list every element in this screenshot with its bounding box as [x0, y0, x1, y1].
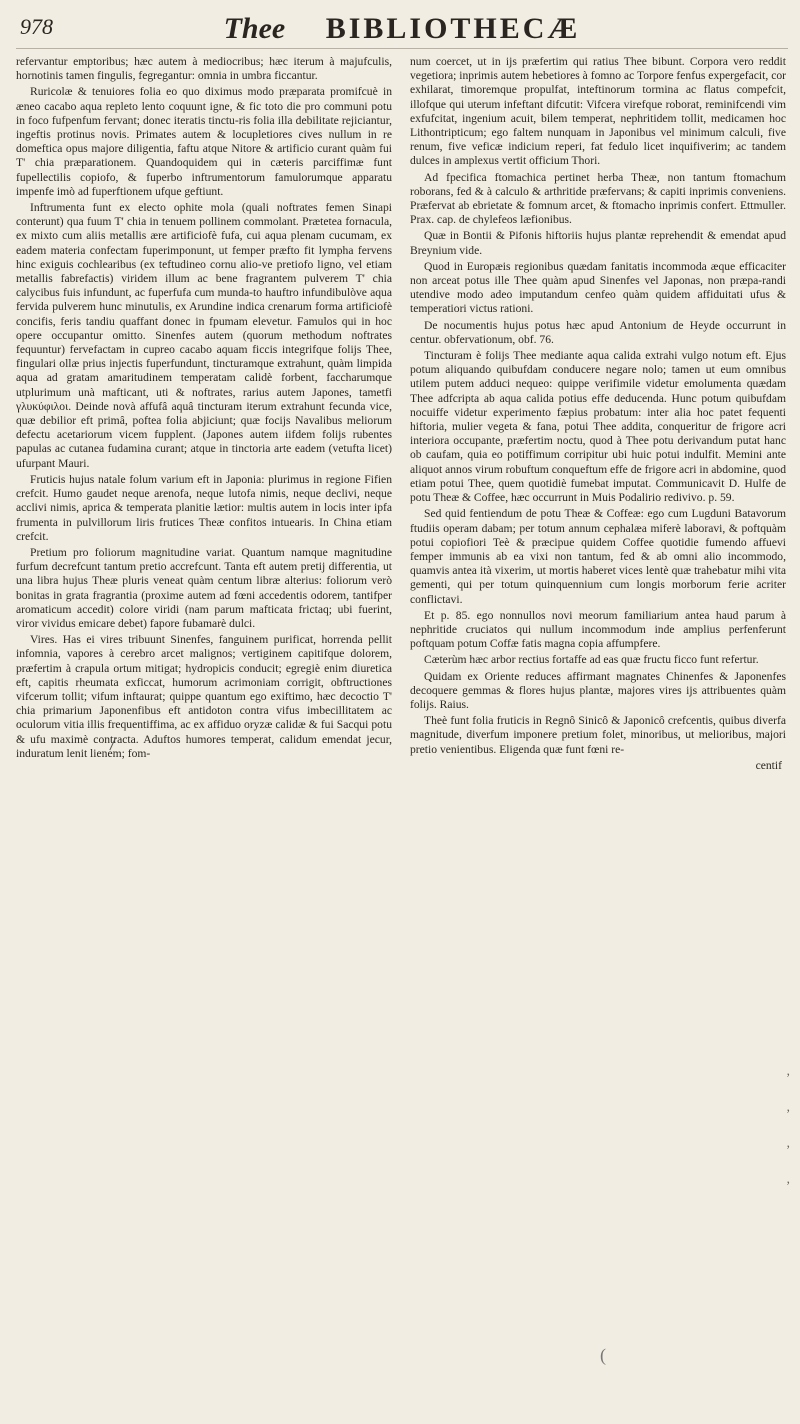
margin-mark-icon: ’ — [786, 1106, 791, 1121]
running-head-left: Thee — [223, 12, 286, 45]
page-header — [16, 8, 788, 49]
right-column — [410, 55, 786, 773]
paragraph: Ruricolæ & tenuiores folia eo quo diximus modo præparata promifcuè in æneo cacabo aqua repleto lento coquunt igne, & fic toto die pro communi potu in foco fufpenfum fervant; donec iteratis tinctu-ris folia illa debilitate rejiciantur, ingeftis protinus novis. Primates autem & locupletiores cives nullum in re domeftica opus majore diligentia, faftu atque Nitore & artificio curant quàm fui T' chia præparationem. Quandoquidem qui in cæteris parciffimæ funt fupellectilis copiofo, & fuperbo inftrumentorum famulorumque apparatu impenfe imò ad fuperftionem ufque geftiunt. — [16, 85, 392, 198]
paragraph: Tincturam è folijs Thee mediante aqua calida extrahi vulgo notum eft. Ejus potum aliquando quibufdam conducere negare nolo; tamen ut eum omnibus utilem putem adduci nequeo: quippe verifimile videtur emolumenta quædam Thee adfcripta ab aqua calida potius effe deducenda. Hunc potum quibufdam nocuiffe videtur experimento fæpius probatum: inter alia hoc patet fequenti hiftoria, mulier vegeta & fana, potui Thee addita, conqueritur de frigore acri interiora occupante, præfertim noctu, quod à Thee potu derivandum putat hanc ob caufam, quia eo potiffimum corripitur ubi huic potui indulfit. Memini ante aliquot annos virum robuftum conqueftum effe de frigore acri in abdomine, quod etiam potui Thee, quem quotidiè fumebat imputat. Communicavit D. Hulfe de potu Theæ & Coffee, hæc occurrunt in Muis Podalirio redivivo. p. 59. — [410, 349, 786, 505]
paragraph: Fruticis hujus natale folum varium eft in Japonia: plurimus in regione Fifien crefcit. Humo gaudet neque arenofa, neque lutofa nimis, neque declivi, neque acclivi nimis, aprica & temperata planitie lætior: multis autem in locis inter ipfa frumenta in pulvillorum liris frutices Theæ confitos intuearis. In China etiam crefcit. — [16, 472, 392, 543]
margin-mark-icon: ’ — [786, 1178, 791, 1193]
running-head-right: BIBLIOTHECÆ — [325, 12, 581, 45]
paragraph: Sed quid fentiendum de potu Theæ & Coffeæ: ego cum Lugduni Batavorum ftudiis operam dabam; per totum annum cephalæa miferè laboravi, & poftquàm potui copiofiori Teè & præcipue quidem Coffee quotidie fumendo affuevi femper immunis ab ea vixi non tantum, fed & ab omni alio incommodo, quamvis antea ità vixerim, ut mortis haberet vices lentè quæ trahebatur mihi vita gementi, qui per totum quinquennium cum longis morborum ferie acriter conflictavi. — [410, 507, 786, 606]
pencil-paren-icon: ( — [600, 1345, 606, 1365]
left-column — [16, 55, 392, 773]
paragraph: Et p. 85. ego nonnullos novi meorum familiarium antea haud parum à nephritide cruciatos qui nullum incommodum inde amplius perfenferunt poftquam potum Coffæ fatis magna copia affumpfere. — [410, 608, 786, 651]
catchword: centif — [755, 758, 782, 772]
paragraph: Quod in Europæis regionibus quædam fanitatis incommoda æque efficaciter non arceat potus ille Thee quàm apud Sinenfes vel Japonas, non præpa-randi utendive modo adeo imputandum cenfeo quàm quidem affiduitati ufus & temperatiori victus rationi. — [410, 259, 786, 316]
paragraph: De nocumentis hujus potus hæc apud Antonium de Heyde occurrunt in centur. obfervationum, obf. 76. — [410, 318, 786, 346]
margin-mark-icon: ’ — [786, 1070, 791, 1085]
margin-marks — [786, 1070, 794, 1194]
paragraph: Cæterùm hæc arbor rectius fortaffe ad eas quæ fructu ficco funt refertur. — [424, 653, 759, 667]
paragraph: Ad fpecifica ftomachica pertinet herba Theæ, non tantum ftomachum roborans, fed & à calculo & arthritide præfervans; & capiti inprimis conveniens. Præfervat ab ebrietate & fomnum arcet, & ftomacho inprimis confert. Ettmuller. Prax. cap. de chylefeos læfionibus. — [410, 170, 786, 227]
page-number: 978 — [20, 14, 53, 39]
text-columns — [16, 55, 788, 773]
paragraph: Quidam ex Oriente reduces affirmant magnates Chinenfes & Japonenfes decoquere gemmas & flores hujus plantæ, majores vires ijs attribuentes quàm folijs. Raius. — [410, 669, 786, 711]
paragraph: Vires. Has ei vires tribuunt Sinenfes, fanguinem purificat, horrenda pellit infomnia, vapores à cerebro arcet malignos; vertiginem capitifque dolorem, præfertim à crapula ortum mitigat; hydropicis conducit; egregiè enim diuretica eft, capitis rheumata exficcat, humorum acrimoniam corrigit, obftructiones vifcerum tollit; vifum inftaurat; quippe quantum ego exiftimo, hæc decoctio T' chia primarium Japonenfibus eft antidoton contra vifus imbecillitatem ac oculorum vitia illis frequentiffima, ac ex affiduo oryzæ calidæ & fui Sacqui potu & ufu maximè contracta. Aduftos humores temperat, calidum emendat jecur, induratum lenit lienem; fom- — [16, 633, 392, 760]
margin-mark-icon: ’ — [786, 1142, 791, 1157]
paragraph: Theè funt folia fruticis in Regnô Sinicô & Japonicô crefcentis, quibus diverfa magnitude, diverfum imponere pretium folet, minoribus, ut melioribus, majori pretio venientibus. Eligenda quæ funt fœni re- — [410, 714, 786, 756]
paragraph: num coercet, ut in ijs præfertim qui ratius Thee bibunt. Corpora vero reddit vegetiora; inprimis autem hebetiores à fomno ac Torpore fenfus expergefacit, cor exhilarat, timoremque propulfat, inteftinorum tormina ac flatus compefcit, illofque qui uterum infeftant difcutit: Vifcera virefque roborat, reminifcendi vim exfufcitat, ingenium acuit, bilem temperat, nephritidem tollit, medicamen hoc Lithontripticum; ego faltem nunquam in Japonibus vel minimum calculi, five renum, five veficæ indicium reperi, fat fedulo licet inquifiverim; ac tandem dulces in amplexus vertit officium Thori. — [410, 55, 786, 168]
paragraph: refervantur emptoribus; hæc autem à mediocribus; hæc iterum à majufculis, hornotinis tamen fingulis, fegregantur: omnia in umbra ficcantur. — [16, 55, 392, 83]
paragraph: Inftrumenta funt ex electo ophite mola (quali noftrates femen Sinapi conterunt) qua fuum T' chia in tenuem pollinem commolant. Prætetea fornacula, ex mixto cum aliis metallis ære artificiofè fufa, cui aqua plenam cucumam, ex eadem materia confectam fuperimponunt, ut femper præfto fit lympha fervens hinc exiguis cochlearibus (ex teftudineo cornu alio-ve pretiofo ligno, vel etiam metallis fabrefactis) viridem illum ac bene fragrantem pulverem T' chia calycibus fuis infundunt, ac fuperfufa cum munda-to hauftro infundibulòve aqua fervida pulverem hunc minutulis, ex Arundine indica crenarum forma artificiofè concifis, feris tandiu quaffant donec in fpumam elevetur. Famulos qui in hoc opere occupantur omitto. Sinenfes autem (quorum methodum noftrates fequuntur) fervefactam in cupreo cacabo aquam ficcis integrifque folijs Thee, fingulari ollæ prius injectis fuperfundunt, tincturamque extrahunt, quàm limpida aqua ad gratam amaritudinem temperatam calidè forbent, faccharumque utplurimum unà mafticant, uti & noftrates, rarius autem Japones, tametfi γλυκύφιλοι. Deinde novà affufâ aquâ tincturam iterum extrahunt fecunda vice, quæ debilior eft primâ, poftea folia abjiciunt; quæ focijs Navalibus meliorum defectu acetariorum vicem fupplent. (Japones autem iifdem folijs rubentes papulas ac cutanea fudamina curant; atque in tinctoria arte eadem (vetufta licet) ufurpant Mauri. — [16, 201, 392, 470]
paragraph: Quæ in Bontii & Pifonis hiftoriis hujus plantæ reprehendit & emendat apud Breynium vide. — [410, 229, 786, 257]
paragraph: Pretium pro foliorum magnitudine variat. Quantum namque magnitudine furfum decrefcunt tantum pretio accrefcunt. Tanta eft autem pretij differentia, ut una libra hujus Theæ pluris veneat quàm centum libræ alterius: foliorum verò bonitas in grata fragrantia (proxime autem ad fœni accedentis odorem, tantifper aromaticum accedit) colore viridi (nam parum mafticata frictaq; ubi fuerint, viror vividus emicare debet) fapore fubamarè dulci. — [16, 545, 392, 630]
running-head — [16, 12, 788, 46]
